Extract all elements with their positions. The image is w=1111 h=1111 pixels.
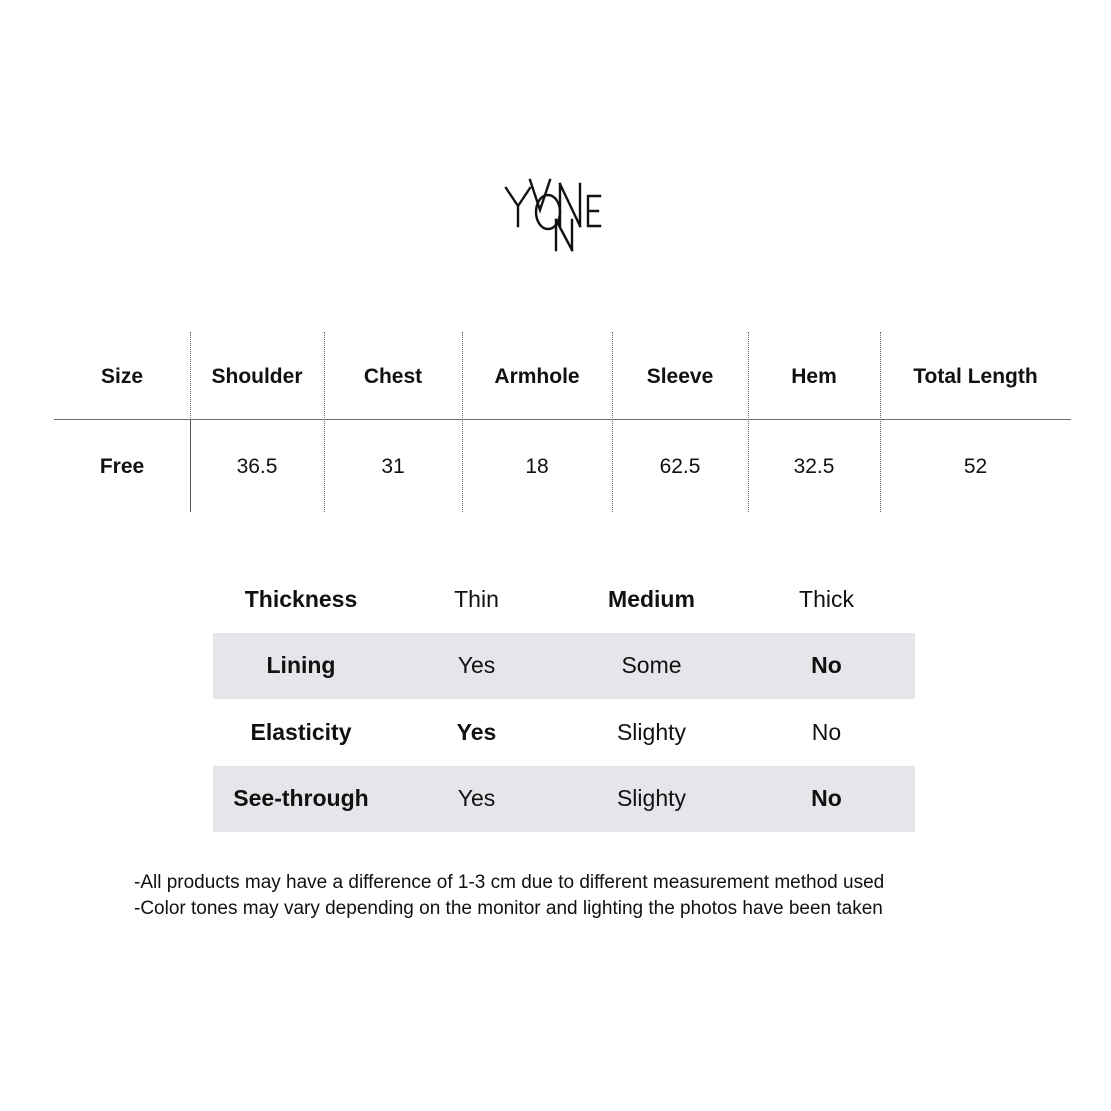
- fabric-label: Elasticity: [250, 718, 352, 745]
- fabric-row-elasticity: [213, 699, 915, 766]
- header-divider: [54, 419, 1071, 420]
- fabric-option-selected: Yes: [456, 718, 497, 745]
- note-measurement: -All products may have a difference of 1-3 cm due to different measurement method used: [134, 872, 885, 893]
- fabric-option-selected: Medium: [608, 585, 695, 612]
- row-size-free: Free: [99, 455, 145, 478]
- fabric-label: Lining: [266, 652, 336, 679]
- fabric-option: Thin: [454, 585, 499, 612]
- header-sleeve: Sleeve: [646, 365, 714, 388]
- size-table: [54, 332, 1071, 512]
- fabric-option-selected: No: [811, 785, 842, 812]
- fabric-row-lining: [213, 633, 915, 700]
- fabric-option: Slighty: [616, 785, 687, 812]
- header-size: Size: [100, 365, 144, 388]
- fabric-option: Thick: [799, 585, 854, 612]
- cell-armhole: 18: [525, 455, 549, 478]
- header-armhole: Armhole: [494, 365, 580, 388]
- fabric-option: No: [811, 718, 842, 745]
- header-shoulder: Shoulder: [211, 365, 303, 388]
- fabric-table: [213, 566, 915, 832]
- cell-chest: 31: [381, 455, 405, 478]
- fabric-option: Slighty: [616, 718, 687, 745]
- fabric-option: Yes: [457, 785, 496, 812]
- header-hem: Hem: [791, 365, 837, 388]
- fabric-option: Some: [621, 652, 682, 679]
- cell-hem: 32.5: [793, 455, 835, 478]
- header-chest: Chest: [363, 365, 423, 388]
- cell-total-length: 52: [963, 455, 988, 478]
- disclaimer-notes: [134, 870, 884, 922]
- fabric-option: Yes: [457, 652, 496, 679]
- fabric-label: See-through: [233, 785, 369, 812]
- cell-shoulder: 36.5: [236, 455, 278, 478]
- header-total-length: Total Length: [913, 365, 1038, 388]
- fabric-label: Thickness: [244, 585, 358, 612]
- brand-logo-mark: [480, 170, 640, 260]
- fabric-row-thickness: [213, 566, 915, 633]
- cell-sleeve: 62.5: [659, 455, 701, 478]
- note-color: -Color tones may vary depending on the monitor and lighting the photos have been taken: [134, 898, 883, 919]
- brand-logo: [480, 170, 640, 260]
- fabric-row-see-through: [213, 766, 915, 833]
- fabric-option-selected: No: [811, 652, 842, 679]
